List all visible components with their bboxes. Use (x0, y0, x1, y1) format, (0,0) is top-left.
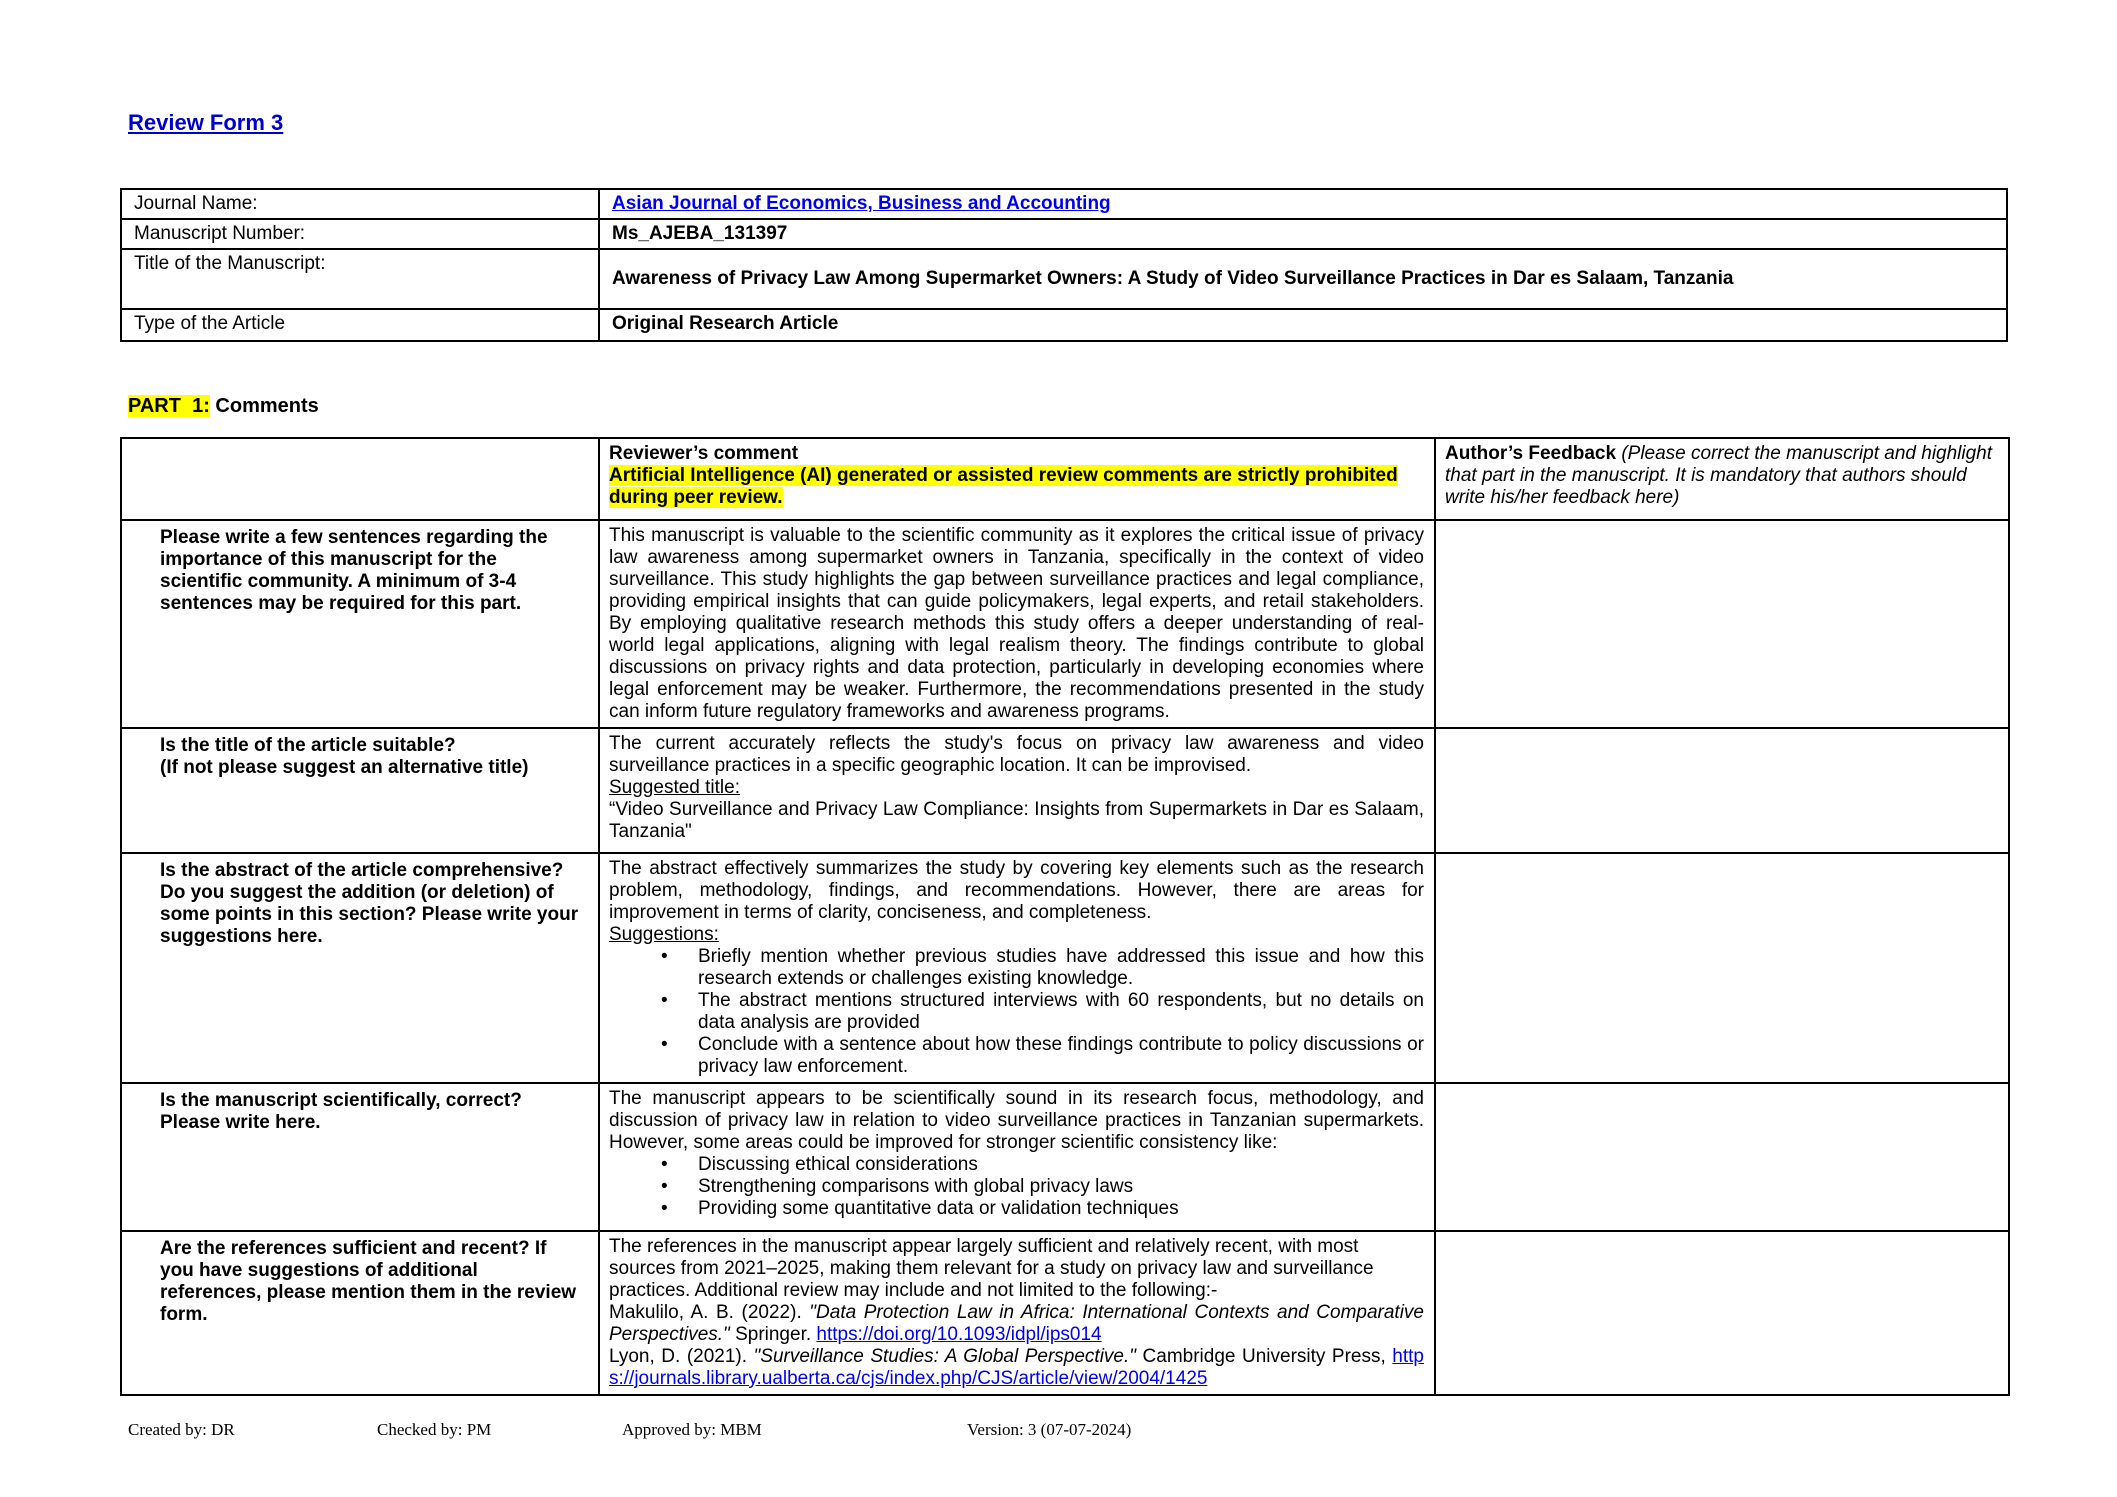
author-feedback-cell[interactable] (1435, 728, 2009, 853)
bullet-text: The abstract mentions structured interviews with 60 respondents, but no details on data analysis are provided (698, 990, 1424, 1033)
author-feedback-cell[interactable] (1435, 1083, 2009, 1231)
bullet-icon: • (661, 990, 668, 1011)
part1-heading-highlight: PART 1: (128, 395, 210, 417)
manuscript-number-value: Ms_AJEBA_131397 (599, 219, 2007, 249)
manuscript-info-table (120, 188, 2008, 342)
table-header-row (121, 438, 2009, 520)
suggestions-label: Suggestions: (609, 924, 719, 945)
manuscript-number-label: Manuscript Number: (121, 219, 599, 249)
table-row (121, 520, 2009, 728)
list-item (609, 1198, 1424, 1220)
manuscript-title-value: Awareness of Privacy Law Among Supermarket Owners: A Study of Video Surveillance Practices in Dar es Salaam, Tanzania (599, 249, 2007, 309)
footer-approved-by: Approved by: MBM (622, 1420, 762, 1439)
author-feedback-cell[interactable] (1435, 853, 2009, 1083)
suggested-title-label: Suggested title: (609, 777, 740, 798)
footer-created-by: Created by: DR (128, 1420, 235, 1439)
article-type-label: Type of the Article (121, 309, 599, 341)
reference-publisher: Springer. (729, 1324, 817, 1345)
reference-title: "Surveillance Studies: A Global Perspective." (753, 1346, 1137, 1367)
comment-importance-text: This manuscript is valuable to the scientific community as it explores the critical issue of privacy law awareness among supermarket owners in Tanzania, specifically in the context of video surveillance. This study highlights the gap between surveillance practices and legal compliance, providing empirical insights that can guide policymakers, legal experts, and retail stakeholders. By employing qualitative research methods this study offers a deeper understanding of real-world legal applications, aligning with legal realism theory. The findings contribute to global discussions on privacy rights and data protection, particularly in developing economies where legal enforcement may be weaker. Furthermore, the recommendations presented in the study can inform future regulatory frameworks and awareness programs. (609, 525, 1424, 722)
part1-heading (128, 395, 319, 418)
comment-references-cell (599, 1231, 1435, 1395)
bullet-icon: • (661, 1176, 668, 1197)
author-feedback-cell[interactable] (1435, 520, 2009, 728)
list-item (609, 1176, 1424, 1198)
question-scientific: Is the manuscript scientifically, correct? Please write here. (121, 1083, 599, 1231)
journal-name-label: Journal Name: (121, 189, 599, 219)
table-row (121, 728, 2009, 853)
footer-checked-by: Checked by: PM (377, 1420, 492, 1439)
comment-scientific-text: The manuscript appears to be scientifically sound in its research focus, methodology, and discussion of privacy law in relation to video surveillance practices in Tanzanian supermarkets. However, some areas could be improved for stronger scientific consistency like: (609, 1088, 1424, 1153)
journal-article-link[interactable]: https://journals.library.ualberta.ca/cjs/index.php/CJS/article/view/2004/1425 (609, 1346, 1424, 1389)
bullet-text: Briefly mention whether previous studies have addressed this issue and how this research extends or challenges existing knowledge. (698, 946, 1424, 989)
table-row (121, 219, 2007, 249)
comment-scientific-cell (599, 1083, 1435, 1231)
table-row (121, 853, 2009, 1083)
comment-title-text: The current accurately reflects the study's focus on privacy law awareness and video surveillance practices in a specific geographic location. It can be improvised. (609, 733, 1424, 776)
comments-table (120, 437, 2010, 1396)
list-item (609, 990, 1424, 1034)
list-item (609, 1034, 1424, 1078)
doi-link[interactable]: https://doi.org/10.1093/idpl/ips014 (816, 1324, 1102, 1345)
header-empty-cell (121, 438, 599, 520)
reference-item (609, 1346, 1424, 1390)
bullet-icon: • (661, 1034, 668, 1055)
reviewer-comment-header-cell (599, 438, 1435, 520)
reference-author: Lyon, D. (2021). (609, 1346, 754, 1367)
question-abstract: Is the abstract of the article comprehensive? Do you suggest the addition (or deletion) of some points in this section? Please write your suggestions here. (121, 853, 599, 1083)
bullet-text: Discussing ethical considerations (698, 1154, 978, 1175)
author-feedback-label: Author’s Feedback (1445, 443, 1617, 464)
list-item (609, 946, 1424, 990)
footer-version: Version: 3 (07-07-2024) (967, 1420, 1132, 1439)
question-title-line2: (If not please suggest an alternative title) (160, 757, 529, 778)
table-row (121, 1231, 2009, 1395)
article-type-value: Original Research Article (599, 309, 2007, 341)
suggested-title-text: “Video Surveillance and Privacy Law Compliance: Insights from Supermarkets in Dar es Salaam, Tanzania" (609, 799, 1424, 842)
reference-publisher: Cambridge University Press, (1136, 1346, 1393, 1367)
ai-prohibition-notice: Artificial Intelligence (AI) generated or assisted review comments are strictly prohibited during peer review. (609, 465, 1398, 508)
table-row (121, 1083, 2009, 1231)
part1-heading-rest: Comments (209, 395, 319, 417)
comment-abstract-cell (599, 853, 1435, 1083)
comment-references-text: The references in the manuscript appear largely sufficient and relatively recent, with most sources from 2021–2025, making them relevant for a study on privacy law and surveillance practices. Additional review may include and not limited to the following:- (609, 1236, 1374, 1301)
manuscript-title-label: Title of the Manuscript: (121, 249, 599, 309)
reference-title: "Data Protection Law in Africa: International Contexts and Comparative Perspectives." (609, 1302, 1424, 1345)
author-feedback-cell[interactable] (1435, 1231, 2009, 1395)
bullet-text: Conclude with a sentence about how these findings contribute to policy discussions or privacy law enforcement. (698, 1034, 1424, 1077)
footer (0, 1420, 2117, 1450)
journal-name-cell (599, 189, 2007, 219)
page-title: Review Form 3 (128, 110, 284, 135)
journal-name-link[interactable]: Asian Journal of Economics, Business and Accounting (612, 193, 1111, 214)
list-item (609, 1154, 1424, 1176)
author-feedback-header-cell (1435, 438, 2009, 520)
question-title-line1: Is the title of the article suitable? (160, 735, 456, 756)
question-title-suitable (121, 728, 599, 853)
table-row (121, 189, 2007, 219)
bullet-icon: • (661, 946, 668, 967)
bullet-text: Providing some quantitative data or validation techniques (698, 1198, 1179, 1219)
reviewer-comment-label: Reviewer’s comment (609, 443, 799, 464)
question-references: Are the references sufficient and recent? If you have suggestions of additional references, please mention them in the review form. (121, 1231, 599, 1395)
question-importance: Please write a few sentences regarding the importance of this manuscript for the scientific community. A minimum of 3-4 sentences may be required for this part. (121, 520, 599, 728)
table-row (121, 249, 2007, 309)
bullet-text: Strengthening comparisons with global privacy laws (698, 1176, 1134, 1197)
bullet-icon: • (661, 1154, 668, 1175)
reference-author: Makulilo, A. B. (2022). (609, 1302, 810, 1323)
comment-title-cell (599, 728, 1435, 853)
reference-item (609, 1302, 1424, 1346)
bullet-icon: • (661, 1198, 668, 1219)
table-row (121, 309, 2007, 341)
comment-importance-cell (599, 520, 1435, 728)
comment-abstract-text: The abstract effectively summarizes the study by covering key elements such as the research problem, methodology, findings, and recommendations. However, there are areas for improvement in terms of clarity, conciseness, and completeness. (609, 858, 1424, 923)
author-feedback-note: (Please correct the manuscript and highlight that part in the manuscript. It is mandatory that authors should write his/her feedback here) (1445, 443, 1993, 508)
